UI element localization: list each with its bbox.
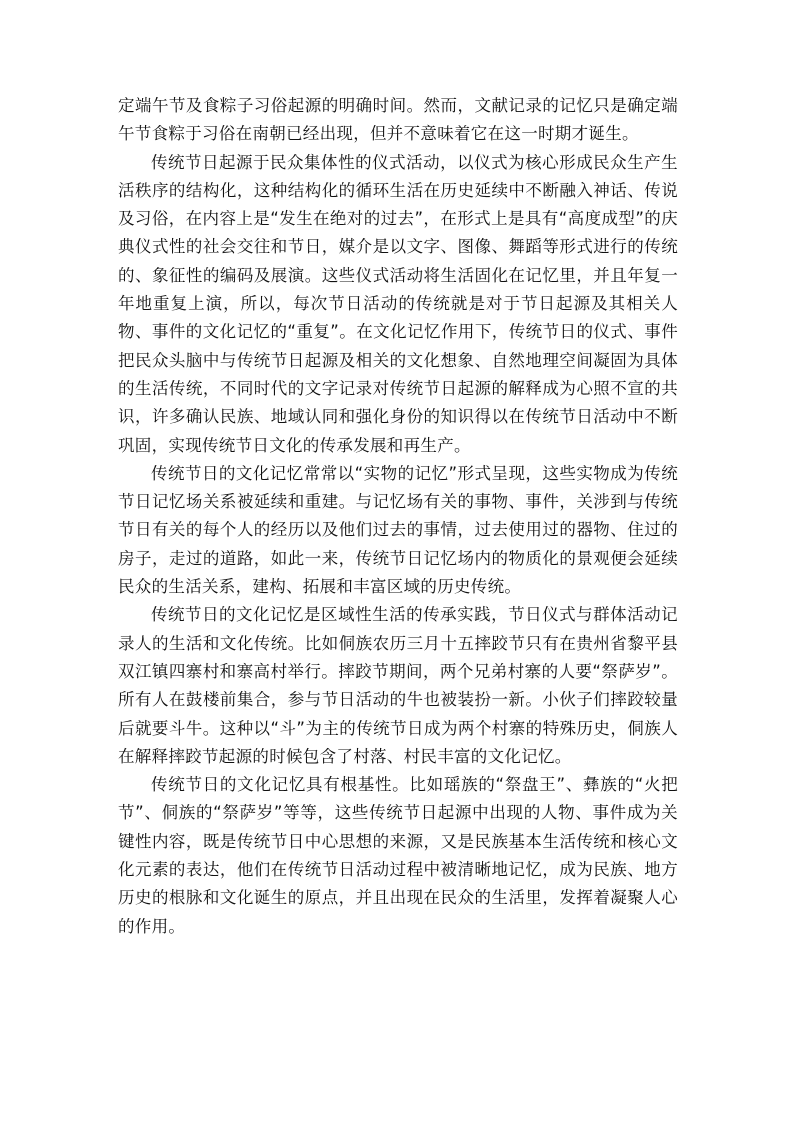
- paragraph-5: 传统节日的文化记忆具有根基性。比如瑶族的“祭盘王”、彝族的“火把节”、侗族的“祭萨岁”等等，这些传统节日起源中出现的人物、事件成为关键性内容，既是传统节日中心思想的来源，又是民族基本生活传统和核心文化元素的表达，他们在传统节日活动过程中被清晰地记忆，成为民族、地方历史的根脉和文化诞生的原点，并且出现在民众的生活里，发挥着凝聚人心的作用。: [118, 775, 678, 936]
- paragraph-4: 传统节日的文化记忆是区域性生活的传承实践，节日仪式与群体活动记录人的生活和文化传统。比如侗族农历三月十五摔跤节只有在贵州省黎平县双江镇四寨村和寨高村举行。摔跤节期间，两个兄弟村寨的人要“祭萨岁”。所有人在鼓楼前集合，参与节日活动的牛也被装扮一新。小伙子们摔跤较量后就要斗牛。这种以“斗”为主的传统节日成为两个村寨的特殊历史，侗族人在解释摔跤节起源的时候包含了村落、村民丰富的文化记忆。: [118, 605, 678, 766]
- paragraph-2: 传统节日起源于民众集体性的仪式活动，以仪式为核心形成民众生产生活秩序的结构化，这种结构化的循环生活在历史延续中不断融入神话、传说及习俗，在内容上是“发生在绝对的过去”，在形式上是具有“高度成型”的庆典仪式性的社会交往和节日，媒介是以文字、图像、舞蹈等形式进行的传统的、象征性的编码及展演。这些仪式活动将生活固化在记忆里，并且年复一年地重复上演，所以，每次节日活动的传统就是对于节日起源及其相关人物、事件的文化记忆的“重复”。在文化记忆作用下，传统节日的仪式、事件把民众头脑中与传统节日起源及相关的文化想象、自然地理空间凝固为具体的生活传统，不同时代的文字记录对传统节日起源的解释成为心照不宣的共识，许多确认民族、地域认同和强化身份的知识得以在传统节日活动中不断巩固，实现传统节日文化的传承发展和再生产。: [118, 152, 678, 455]
- paragraph-1: 定端午节及食粽子习俗起源的明确时间。然而，文献记录的记忆只是确定端午节食粽于习俗在南朝已经出现，但并不意味着它在这一时期才诞生。: [118, 96, 678, 144]
- document-page: [118, 92, 678, 941]
- paragraph-3: 传统节日的文化记忆常常以“实物的记忆”形式呈现，这些实物成为传统节日记忆场关系被延续和重建。与记忆场有关的事物、事件，关涉到与传统节日有关的每个人的经历以及他们过去的事情，过去使用过的器物、住过的房子，走过的道路，如此一来，传统节日记忆场内的物质化的景观便会延续民众的生活关系，建构、拓展和丰富区域的历史传统。: [118, 463, 678, 597]
